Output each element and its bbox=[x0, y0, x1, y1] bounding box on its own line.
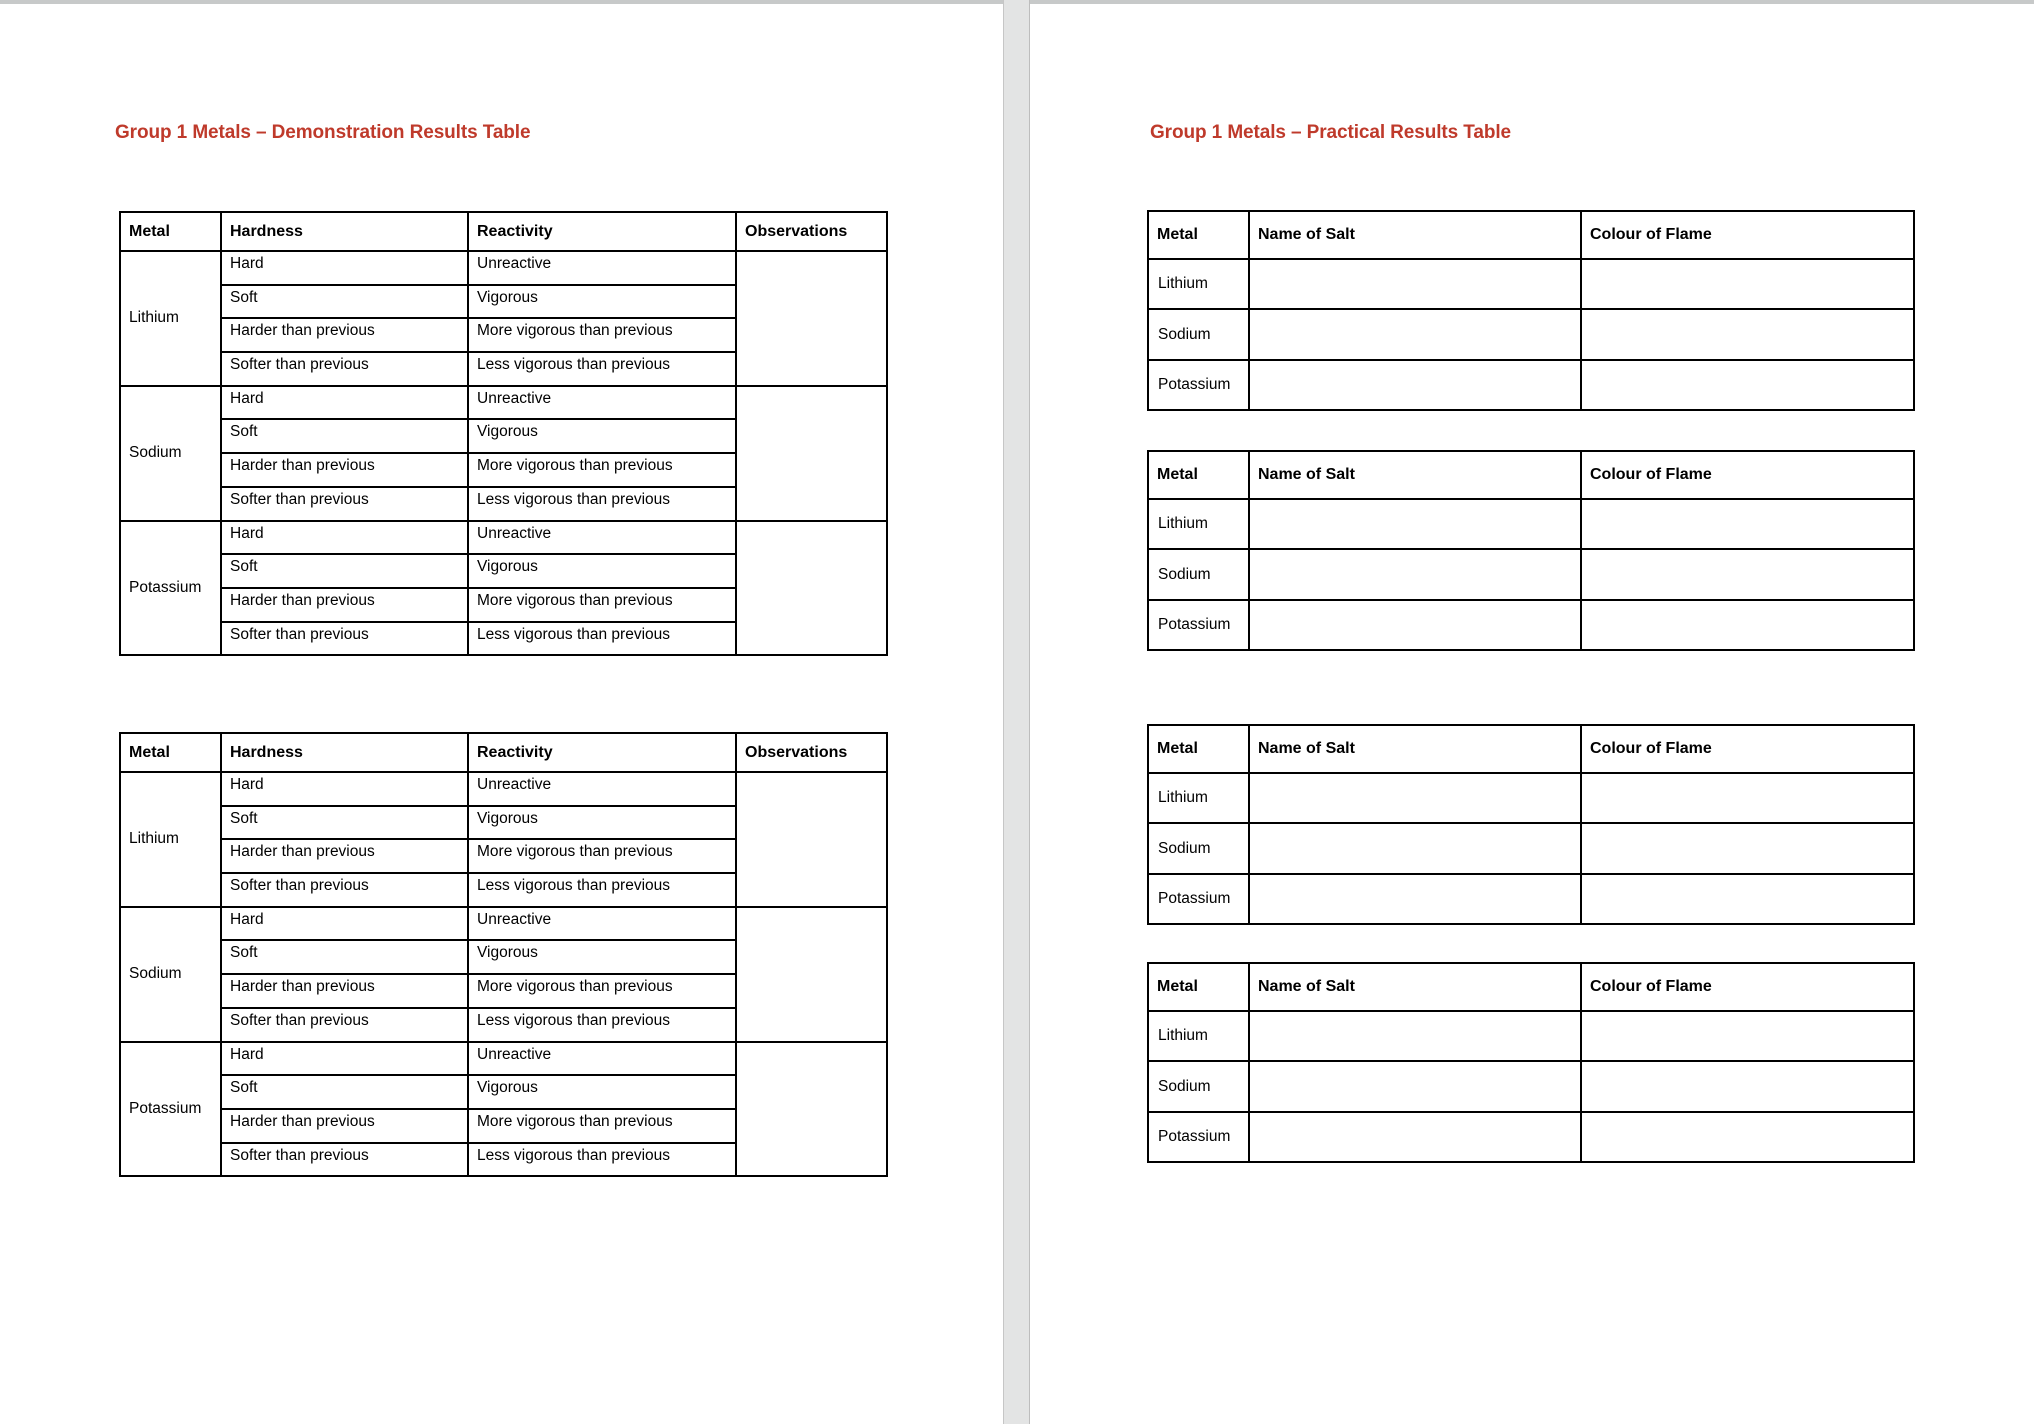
demo-reactivity-cell: Unreactive bbox=[468, 251, 736, 285]
demo-col-header-observations: Observations bbox=[736, 212, 887, 251]
demo-hardness-cell: Soft bbox=[221, 285, 468, 319]
practical-colour-of-flame-cell[interactable] bbox=[1581, 1011, 1914, 1061]
demo-hardness-cell: Harder than previous bbox=[221, 588, 468, 622]
demo-hardness-cell: Harder than previous bbox=[221, 1109, 468, 1143]
demo-reactivity-cell: More vigorous than previous bbox=[468, 839, 736, 873]
right-page-title: Group 1 Metals – Practical Results Table bbox=[1150, 122, 1511, 143]
practical-table-3 bbox=[1147, 724, 1915, 925]
demo-col-header-hardness: Hardness bbox=[221, 733, 468, 772]
demo-reactivity-cell: Unreactive bbox=[468, 772, 736, 806]
demo-observations-cell[interactable] bbox=[736, 251, 887, 386]
demo-reactivity-cell: Unreactive bbox=[468, 907, 736, 941]
demo-hardness-cell: Softer than previous bbox=[221, 622, 468, 656]
demo-metal-cell: Potassium bbox=[120, 1042, 221, 1177]
demo-metal-cell: Lithium bbox=[120, 772, 221, 907]
practical-metal-cell: Sodium bbox=[1148, 549, 1249, 599]
demo-hardness-cell: Hard bbox=[221, 772, 468, 806]
practical-name-of-salt-cell[interactable] bbox=[1249, 1112, 1581, 1162]
demo-hardness-cell: Soft bbox=[221, 554, 468, 588]
demo-hardness-cell: Soft bbox=[221, 940, 468, 974]
practical-name-of-salt-cell[interactable] bbox=[1249, 823, 1581, 873]
demo-reactivity-cell: Vigorous bbox=[468, 554, 736, 588]
demonstration-table-1 bbox=[119, 211, 888, 656]
demo-reactivity-cell: Vigorous bbox=[468, 285, 736, 319]
demo-col-header-reactivity: Reactivity bbox=[468, 212, 736, 251]
demo-metal-cell: Sodium bbox=[120, 907, 221, 1042]
practical-metal-cell: Lithium bbox=[1148, 499, 1249, 549]
demo-reactivity-cell: Less vigorous than previous bbox=[468, 622, 736, 656]
practical-col-header-colour-of-flame: Colour of Flame bbox=[1581, 451, 1914, 499]
practical-col-header-colour-of-flame: Colour of Flame bbox=[1581, 211, 1914, 259]
demo-hardness-cell: Hard bbox=[221, 521, 468, 555]
demo-hardness-cell: Softer than previous bbox=[221, 352, 468, 386]
demo-col-header-metal: Metal bbox=[120, 212, 221, 251]
demo-reactivity-cell: Less vigorous than previous bbox=[468, 873, 736, 907]
demo-col-header-reactivity: Reactivity bbox=[468, 733, 736, 772]
practical-colour-of-flame-cell[interactable] bbox=[1581, 1112, 1914, 1162]
demo-hardness-cell: Soft bbox=[221, 1075, 468, 1109]
demo-reactivity-cell: More vigorous than previous bbox=[468, 588, 736, 622]
demo-metal-cell: Sodium bbox=[120, 386, 221, 521]
practical-col-header-metal: Metal bbox=[1148, 963, 1249, 1011]
practical-metal-cell: Sodium bbox=[1148, 1061, 1249, 1111]
practical-metal-cell: Potassium bbox=[1148, 600, 1249, 650]
practical-name-of-salt-cell[interactable] bbox=[1249, 549, 1581, 599]
practical-colour-of-flame-cell[interactable] bbox=[1581, 360, 1914, 410]
demo-reactivity-cell: Less vigorous than previous bbox=[468, 1143, 736, 1177]
practical-metal-cell: Lithium bbox=[1148, 773, 1249, 823]
practical-name-of-salt-cell[interactable] bbox=[1249, 1061, 1581, 1111]
practical-col-header-colour-of-flame: Colour of Flame bbox=[1581, 963, 1914, 1011]
practical-col-header-metal: Metal bbox=[1148, 211, 1249, 259]
practical-metal-cell: Sodium bbox=[1148, 309, 1249, 359]
demo-metal-cell: Potassium bbox=[120, 521, 221, 656]
practical-table-1 bbox=[1147, 210, 1915, 411]
demo-hardness-cell: Softer than previous bbox=[221, 487, 468, 521]
practical-col-header-metal: Metal bbox=[1148, 725, 1249, 773]
demo-hardness-cell: Harder than previous bbox=[221, 974, 468, 1008]
demo-col-header-observations: Observations bbox=[736, 733, 887, 772]
practical-name-of-salt-cell[interactable] bbox=[1249, 600, 1581, 650]
demo-reactivity-cell: Vigorous bbox=[468, 940, 736, 974]
practical-name-of-salt-cell[interactable] bbox=[1249, 309, 1581, 359]
page-separator bbox=[1003, 0, 1030, 1424]
demo-hardness-cell: Harder than previous bbox=[221, 318, 468, 352]
demo-reactivity-cell: Vigorous bbox=[468, 419, 736, 453]
practical-col-header-name-of-salt: Name of Salt bbox=[1249, 211, 1581, 259]
practical-col-header-metal: Metal bbox=[1148, 451, 1249, 499]
demo-observations-cell[interactable] bbox=[736, 521, 887, 656]
demo-hardness-cell: Hard bbox=[221, 907, 468, 941]
demo-reactivity-cell: Unreactive bbox=[468, 1042, 736, 1076]
demo-reactivity-cell: Vigorous bbox=[468, 806, 736, 840]
practical-table-4 bbox=[1147, 962, 1915, 1163]
practical-colour-of-flame-cell[interactable] bbox=[1581, 499, 1914, 549]
demo-hardness-cell: Harder than previous bbox=[221, 453, 468, 487]
practical-colour-of-flame-cell[interactable] bbox=[1581, 309, 1914, 359]
demo-reactivity-cell: Unreactive bbox=[468, 386, 736, 420]
practical-colour-of-flame-cell[interactable] bbox=[1581, 549, 1914, 599]
demo-metal-cell: Lithium bbox=[120, 251, 221, 386]
practical-col-header-colour-of-flame: Colour of Flame bbox=[1581, 725, 1914, 773]
demonstration-table-2 bbox=[119, 732, 888, 1177]
practical-name-of-salt-cell[interactable] bbox=[1249, 773, 1581, 823]
practical-metal-cell: Potassium bbox=[1148, 874, 1249, 924]
practical-col-header-name-of-salt: Name of Salt bbox=[1249, 963, 1581, 1011]
demo-reactivity-cell: More vigorous than previous bbox=[468, 318, 736, 352]
practical-metal-cell: Sodium bbox=[1148, 823, 1249, 873]
demo-reactivity-cell: Vigorous bbox=[468, 1075, 736, 1109]
practical-colour-of-flame-cell[interactable] bbox=[1581, 823, 1914, 873]
demo-observations-cell[interactable] bbox=[736, 907, 887, 1042]
practical-metal-cell: Potassium bbox=[1148, 1112, 1249, 1162]
demo-col-header-metal: Metal bbox=[120, 733, 221, 772]
practical-col-header-name-of-salt: Name of Salt bbox=[1249, 725, 1581, 773]
demo-hardness-cell: Hard bbox=[221, 1042, 468, 1076]
demo-col-header-hardness: Hardness bbox=[221, 212, 468, 251]
practical-table-2 bbox=[1147, 450, 1915, 651]
demo-reactivity-cell: More vigorous than previous bbox=[468, 453, 736, 487]
practical-name-of-salt-cell[interactable] bbox=[1249, 499, 1581, 549]
demo-hardness-cell: Harder than previous bbox=[221, 839, 468, 873]
practical-name-of-salt-cell[interactable] bbox=[1249, 259, 1581, 309]
practical-metal-cell: Lithium bbox=[1148, 1011, 1249, 1061]
practical-name-of-salt-cell[interactable] bbox=[1249, 874, 1581, 924]
practical-colour-of-flame-cell[interactable] bbox=[1581, 259, 1914, 309]
demo-hardness-cell: Soft bbox=[221, 419, 468, 453]
demo-reactivity-cell: Less vigorous than previous bbox=[468, 352, 736, 386]
practical-colour-of-flame-cell[interactable] bbox=[1581, 1061, 1914, 1111]
demo-hardness-cell: Softer than previous bbox=[221, 1008, 468, 1042]
demo-reactivity-cell: More vigorous than previous bbox=[468, 1109, 736, 1143]
demo-reactivity-cell: Less vigorous than previous bbox=[468, 1008, 736, 1042]
demo-observations-cell[interactable] bbox=[736, 772, 887, 907]
demo-reactivity-cell: Unreactive bbox=[468, 521, 736, 555]
practical-name-of-salt-cell[interactable] bbox=[1249, 1011, 1581, 1061]
practical-colour-of-flame-cell[interactable] bbox=[1581, 874, 1914, 924]
practical-metal-cell: Lithium bbox=[1148, 259, 1249, 309]
demo-observations-cell[interactable] bbox=[736, 1042, 887, 1177]
demo-hardness-cell: Hard bbox=[221, 251, 468, 285]
demo-observations-cell[interactable] bbox=[736, 386, 887, 521]
demo-reactivity-cell: Less vigorous than previous bbox=[468, 487, 736, 521]
practical-name-of-salt-cell[interactable] bbox=[1249, 360, 1581, 410]
demo-hardness-cell: Softer than previous bbox=[221, 1143, 468, 1177]
demo-hardness-cell: Hard bbox=[221, 386, 468, 420]
demo-hardness-cell: Softer than previous bbox=[221, 873, 468, 907]
practical-colour-of-flame-cell[interactable] bbox=[1581, 773, 1914, 823]
left-page-title: Group 1 Metals – Demonstration Results Table bbox=[115, 122, 531, 143]
practical-metal-cell: Potassium bbox=[1148, 360, 1249, 410]
demo-reactivity-cell: More vigorous than previous bbox=[468, 974, 736, 1008]
practical-col-header-name-of-salt: Name of Salt bbox=[1249, 451, 1581, 499]
practical-colour-of-flame-cell[interactable] bbox=[1581, 600, 1914, 650]
demo-hardness-cell: Soft bbox=[221, 806, 468, 840]
